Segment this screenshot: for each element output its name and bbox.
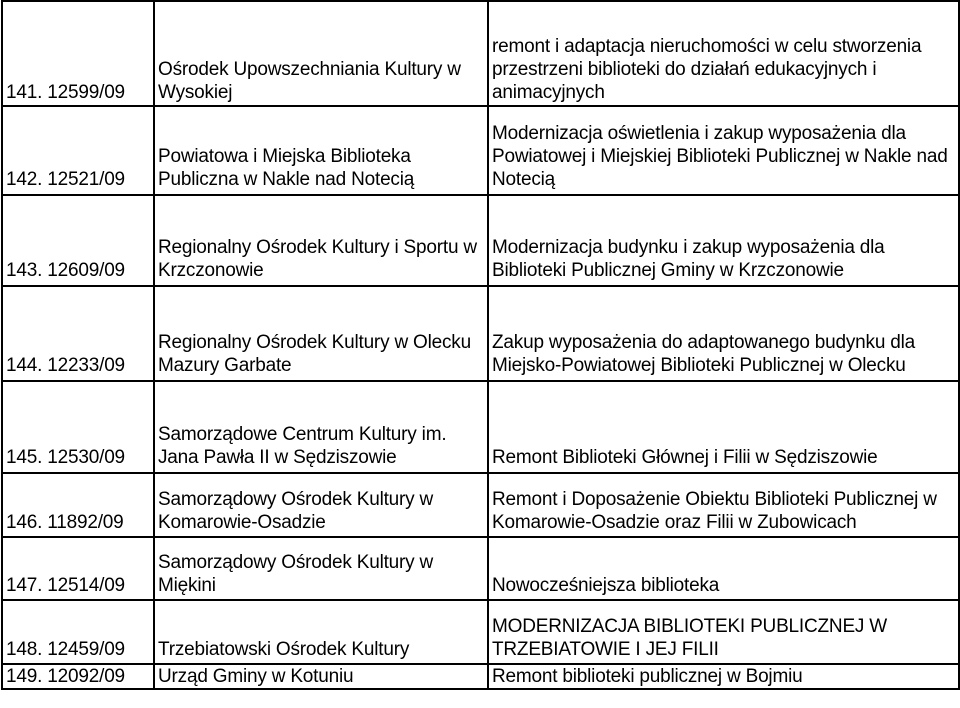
row-number-id-cell [2, 195, 154, 286]
organization-cell: Regionalny Ośrodek Kultury i Sportu w Krzczonowie [154, 195, 488, 286]
row-number: 141. [6, 82, 43, 103]
organization-cell: Samorządowy Ośrodek Kultury w Miękini [154, 537, 488, 600]
application-id: 12092/09 [47, 666, 125, 687]
table-row [2, 1, 959, 106]
table-row [2, 537, 959, 600]
table-row [2, 195, 959, 286]
row-number-id-cell [2, 600, 154, 664]
application-id: 12459/09 [47, 639, 125, 660]
project-cell: Modernizacja oświetlenia i zakup wyposażenia dla Powiatowej i Miejskiej Biblioteki Publicznej w Nakle nad Notecią [488, 106, 959, 195]
project-cell: Remont i Doposażenie Obiektu Biblioteki Publicznej w Komarowie-Osadzie oraz Filii w Zubowicach [488, 473, 959, 537]
row-number-id-cell [2, 286, 154, 381]
project-cell: Modernizacja budynku i zakup wyposażenia dla Biblioteki Publicznej Gminy w Krzczonowie [488, 195, 959, 286]
application-id: 12609/09 [47, 260, 125, 281]
grant-table [1, 0, 960, 690]
organization-cell: Ośrodek Upowszechniania Kultury w Wysokiej [154, 1, 488, 106]
row-number-id-cell [2, 537, 154, 600]
application-id: 12530/09 [47, 447, 125, 468]
organization-cell: Urząd Gminy w Kotuniu [154, 664, 488, 689]
row-number: 145. [6, 447, 43, 468]
table-row [2, 664, 959, 689]
application-id: 12521/09 [47, 169, 125, 190]
row-number: 144. [6, 355, 43, 376]
table-row [2, 600, 959, 664]
project-cell: Zakup wyposażenia do adaptowanego budynku dla Miejsko-Powiatowej Biblioteki Publicznej w Olecku [488, 286, 959, 381]
project-cell: MODERNIZACJA BIBLIOTEKI PUBLICZNEJ W TRZEBIATOWIE I JEJ FILII [488, 600, 959, 664]
application-id: 11892/09 [47, 512, 124, 533]
table-row [2, 106, 959, 195]
row-number-id-cell [2, 106, 154, 195]
organization-cell: Samorządowy Ośrodek Kultury w Komarowie-Osadzie [154, 473, 488, 537]
row-number-id-cell [2, 1, 154, 106]
row-number: 148. [6, 639, 43, 660]
application-id: 12514/09 [47, 575, 125, 596]
row-number-id-cell [2, 381, 154, 473]
project-cell: remont i adaptacja nieruchomości w celu stworzenia przestrzeni biblioteki do działań edukacyjnych i animacyjnych [488, 1, 959, 106]
organization-cell: Trzebiatowski Ośrodek Kultury [154, 600, 488, 664]
project-cell: Nowocześniejsza biblioteka [488, 537, 959, 600]
organization-cell: Regionalny Ośrodek Kultury w Olecku Mazury Garbate [154, 286, 488, 381]
row-number: 142. [6, 169, 43, 190]
application-id: 12233/09 [47, 355, 125, 376]
row-number: 149. [6, 666, 43, 687]
row-number-id-cell [2, 473, 154, 537]
application-id: 12599/09 [47, 82, 125, 103]
organization-cell: Samorządowe Centrum Kultury im. Jana Pawła II w Sędziszowie [154, 381, 488, 473]
row-number-id-cell [2, 664, 154, 689]
table-row [2, 381, 959, 473]
project-cell: Remont biblioteki publicznej w Bojmiu [488, 664, 959, 689]
project-cell: Remont Biblioteki Głównej i Filii w Sędziszowie [488, 381, 959, 473]
row-number: 143. [6, 260, 43, 281]
table-row [2, 286, 959, 381]
organization-cell: Powiatowa i Miejska Biblioteka Publiczna w Nakle nad Notecią [154, 106, 488, 195]
table-row [2, 473, 959, 537]
row-number: 147. [6, 575, 43, 596]
row-number: 146. [6, 512, 43, 533]
